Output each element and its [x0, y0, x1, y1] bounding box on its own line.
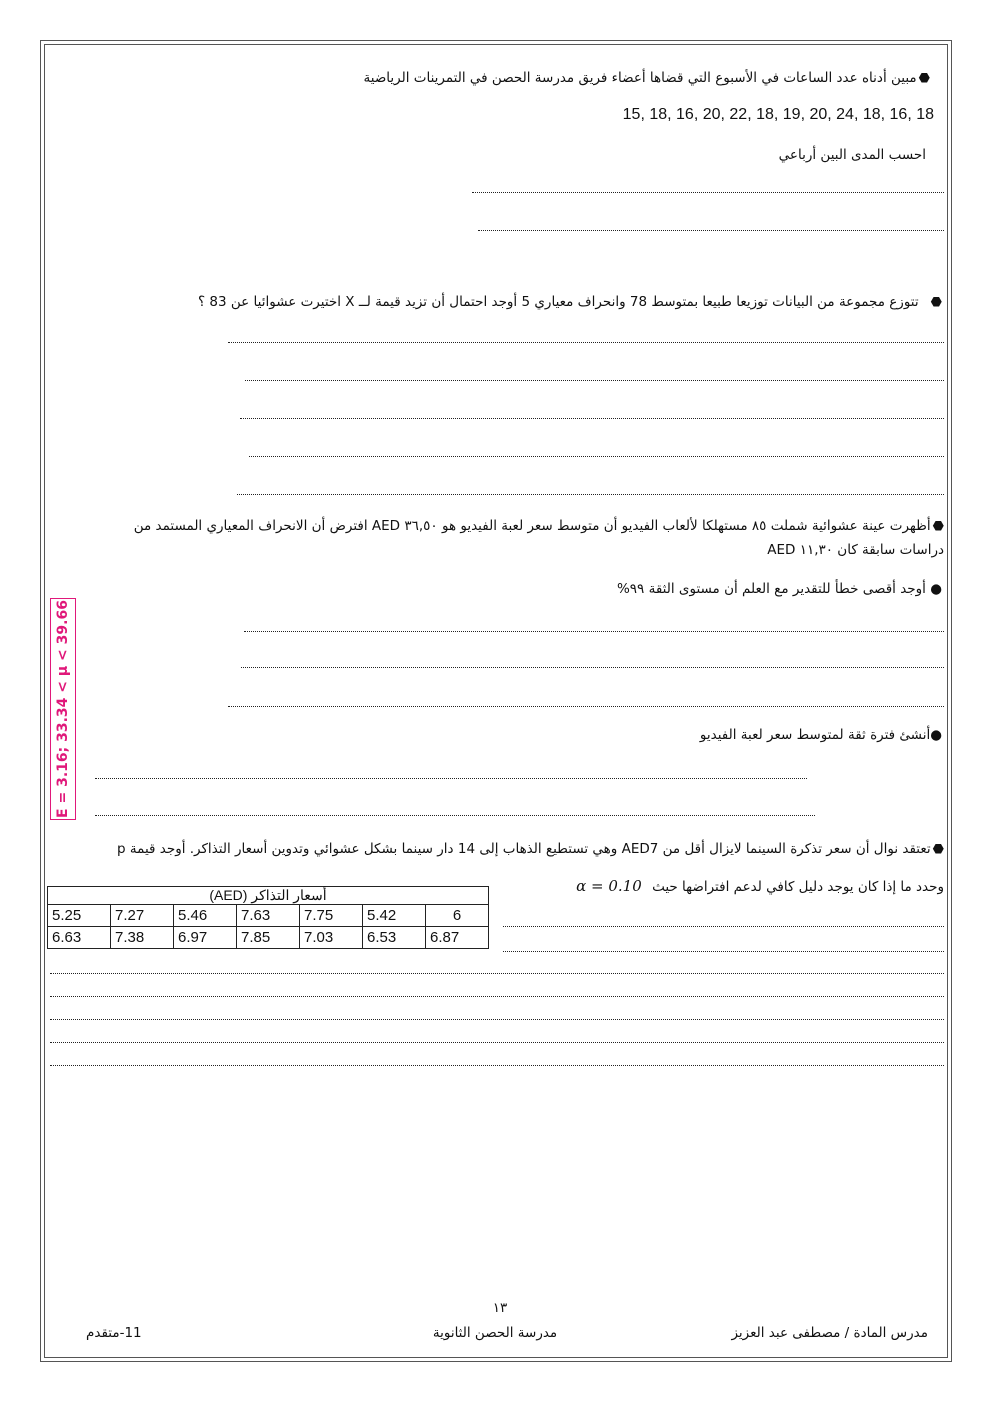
answer-line[interactable] — [249, 456, 944, 457]
answer-line[interactable] — [228, 706, 944, 707]
q1-task: احسب المدى البين أرباعي — [778, 147, 926, 163]
answer-note-text: E = 3.16; 33.34 < μ < 39.66 — [55, 600, 71, 818]
q3-part-b: أنشئ فترة ثقة لمتوسط سعر لعبة الفيديو — [699, 727, 931, 743]
q3-part-a-line — [617, 580, 942, 598]
answer-line[interactable] — [241, 667, 944, 668]
q4-prompt-2: وحدد ما إذا كان يوجد دليل كافي لدعم افتراضها حيث — [652, 879, 944, 895]
answer-line[interactable] — [237, 494, 944, 495]
table-cell: 7.03 — [300, 927, 363, 949]
table-cell: 7.27 — [111, 905, 174, 927]
table-header-row — [48, 887, 489, 905]
q4-prompt-line1 — [117, 840, 944, 859]
q3-prompt-1: أظهرت عينة عشوائية شملت ٨٥ مستهلكا لألعاب الفيديو أن متوسط سعر لعبة الفيديو هو ٣٦,٥٠ AED افترض أن الانحراف المعياري المستمد من — [133, 518, 931, 534]
answer-line[interactable] — [50, 1042, 944, 1043]
table-cell: 7.38 — [111, 927, 174, 949]
answer-note-box — [50, 598, 76, 820]
table-cell: 6 — [426, 905, 489, 927]
table-cell: 5.42 — [363, 905, 426, 927]
footer-grade: 11-متقدم — [86, 1325, 142, 1341]
answer-line[interactable] — [478, 230, 944, 231]
answer-line[interactable] — [95, 815, 815, 816]
q3-part-b-line — [700, 726, 942, 744]
table-cell: 5.46 — [174, 905, 237, 927]
answer-line[interactable] — [472, 192, 944, 193]
q2-prompt-line — [198, 293, 942, 312]
answer-line[interactable] — [228, 342, 944, 343]
q3-prompt-2: دراسات سابقة كان ١١,٣٠ AED — [767, 542, 944, 558]
table-cell: 7.75 — [300, 905, 363, 927]
bullet-icon: ⬣ — [932, 519, 944, 534]
table-cell: 6.63 — [48, 927, 111, 949]
q4-prompt-2-line — [576, 877, 944, 896]
q4-prompt-1: تعتقد نوال أن سعر تذكرة السينما لايزال أقل من AED7 وهي تستطيع الذهاب إلى 14 دار سينما بشكل عشوائي وتدوين أسعار التذاكر. أوجد قيمة p — [117, 841, 931, 857]
table-header: أسعار التذاكر (AED) — [48, 887, 489, 905]
q2-prompt: تتوزع مجموعة من البيانات توزيعا طبيعا بمتوسط 78 وانحراف معياري 5 أوجد احتمال أن تزيد قيمة لــ X اختيرت عشوائيا عن 83 ؟ — [197, 294, 919, 310]
q1-prompt-line — [364, 69, 930, 88]
answer-line[interactable] — [240, 418, 944, 419]
page-number: ١٣ — [492, 1300, 508, 1316]
q4-alpha: α = 0.10 — [576, 877, 642, 895]
bullet-icon: ⬣ — [932, 842, 944, 857]
answer-line[interactable] — [95, 778, 807, 779]
answer-line[interactable] — [503, 926, 944, 927]
answer-line[interactable] — [50, 1019, 944, 1020]
table-cell: 6.97 — [174, 927, 237, 949]
table-row — [48, 905, 489, 927]
table-cell: 6.53 — [363, 927, 426, 949]
table-cell: 5.25 — [48, 905, 111, 927]
footer-school: مدرسة الحصن الثانوية — [432, 1325, 558, 1341]
bullet-icon: ⬣ — [930, 295, 942, 310]
table-row — [48, 927, 489, 949]
answer-line[interactable] — [50, 973, 944, 974]
q3-part-a: أوجد أقصى خطأ للتقدير مع العلم أن مستوى الثقة ٩٩% — [616, 581, 926, 597]
bullet-dot-icon: ● — [930, 727, 942, 743]
q3-prompt-line1 — [134, 517, 944, 536]
table-cell: 7.63 — [237, 905, 300, 927]
ticket-price-table — [47, 886, 489, 949]
q1-data-values: 15, 18, 16, 20, 22, 18, 19, 20, 24, 18, 16, 18 — [622, 106, 934, 123]
page-border-inner — [44, 44, 948, 1358]
footer-teacher: مدرس المادة / مصطفى عبد العزيز — [731, 1325, 928, 1341]
answer-line[interactable] — [50, 1065, 944, 1066]
answer-line[interactable] — [50, 996, 944, 997]
q1-prompt: مبين أدناه عدد الساعات في الأسبوع التي قضاها أعضاء فريق مدرسة الحصن في التمرينات الرياضية — [363, 70, 917, 86]
answer-line[interactable] — [244, 631, 944, 632]
bullet-icon: ⬣ — [918, 71, 930, 86]
bullet-dot-icon: ● — [925, 581, 942, 597]
answer-line[interactable] — [245, 380, 944, 381]
table-cell: 6.87 — [426, 927, 489, 949]
answer-line[interactable] — [503, 951, 944, 952]
table-cell: 7.85 — [237, 927, 300, 949]
